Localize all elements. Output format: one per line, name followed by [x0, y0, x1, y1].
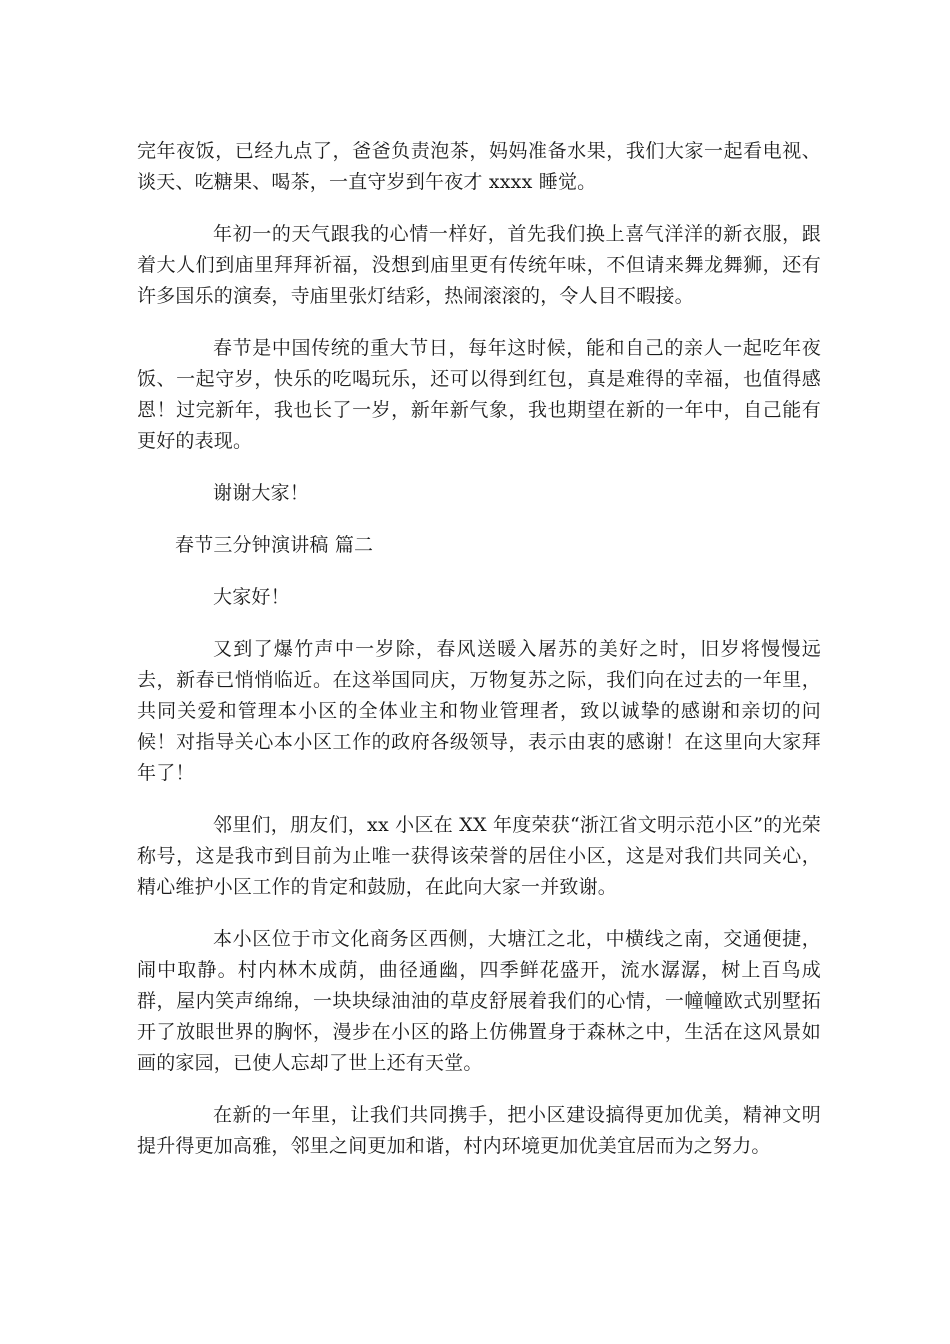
paragraph-thanks: 谢谢大家！ [213, 482, 310, 504]
paragraph-new-year-day: 年初一的天气跟我的心情一样好，首先我们换上喜气洋洋的新衣服，跟着大人们到庙里拜拜祈福，没想到庙里更有传统年味，不但请来舞龙舞狮，还有许多国乐的演奏，寺庙里张灯结彩，热闹滚滚的，令人目不暇接。 [137, 223, 821, 307]
paragraph-new-year-goal: 在新的一年里，让我们共同携手，把小区建设搞得更加优美，精神文明提升得更加高雅，邻里之间更加和谐，村内环境更加优美宜居而为之努力。 [137, 1104, 821, 1157]
paragraph-neighbors: 邻里们，朋友们，xx 小区在 XX 年度荣获“浙江省文明示范小区”的光荣称号，这是我市到目前为止唯一获得该荣誉的居住小区，这是对我们共同关心，精心维护小区工作的肯定和鼓励，在此向大家一并致谢。 [137, 814, 821, 898]
paragraph-spring-festival: 春节是中国传统的重大节日，每年这时候，能和自己的亲人一起吃年夜饭、一起守岁，快乐的吃喝玩乐，还可以得到红包，真是难得的幸福，也值得感恩！过完新年，我也长了一岁，新年新气象，我也期望在新的一年中，自己能有更好的表现。 [137, 337, 821, 452]
section-heading: 春节三分钟演讲稿 篇二 [175, 534, 374, 556]
paragraph-greeting: 大家好！ [213, 586, 290, 608]
document-body [137, 136, 821, 1183]
paragraph-continuation: 完年夜饭，已经九点了，爸爸负责泡茶，妈妈准备水果，我们大家一起看电视、谈天、吃糖果、喝茶，一直守岁到午夜才 xxxx 睡觉。 [137, 140, 821, 193]
paragraph-community: 本小区位于市文化商务区西侧，大塘江之北，中横线之南，交通便捷，闹中取静。村内林木成荫，曲径通幽，四季鲜花盛开，流水潺潺，树上百鸟成群，屋内笑声绵绵，一块块绿油油的草皮舒展着我们的心情，一幢幢欧式别墅拓开了放眼世界的胸怀，漫步在小区的路上仿佛置身于森林之中，生活在这风景如画的家园，已使人忘却了世上还有天堂。 [137, 928, 821, 1074]
paragraph-firecrackers: 又到了爆竹声中一岁除，春风送暖入屠苏的美好之时，旧岁将慢慢远去，新春已悄悄临近。在这举国同庆，万物复苏之际，我们向在过去的一年里，共同关爱和管理本小区的全体业主和物业管理者，致以诚挚的感谢和亲切的问候！对指导关心本小区工作的政府各级领导，表示由衷的感谢！在这里向大家拜年了！ [137, 638, 821, 784]
